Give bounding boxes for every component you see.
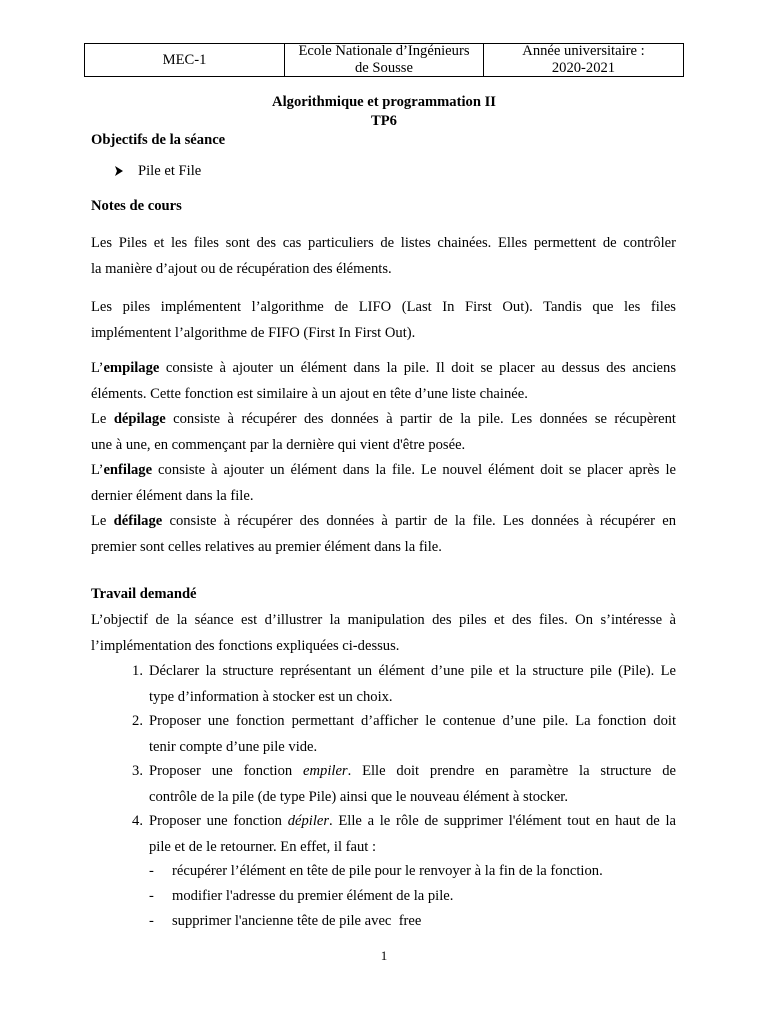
text-span: . Elle doit prendre en paramètre la structure de	[347, 763, 676, 779]
enfilage-line	[91, 458, 676, 484]
text-line: L’objectif de la séance est d’illustrer la manipulation des piles et des files. On s’intéresse à	[91, 612, 676, 628]
list-item	[149, 809, 676, 860]
dash-bullet: -	[149, 913, 154, 929]
text-span: consiste à récupérer des données à partir de la pile. Les données se récupèrent	[165, 411, 676, 427]
empilage-line	[91, 356, 676, 382]
text-line: Les Piles et les files sont des cas particuliers de listes chainées. Elles permettent de contrôler	[91, 235, 676, 251]
list-item	[149, 759, 676, 810]
notes-paragraph-1	[91, 231, 676, 282]
term-enfilage: enfilage	[103, 462, 153, 478]
text-span: Proposer une fonction	[149, 813, 288, 829]
school-cell	[285, 44, 484, 76]
header-table	[84, 43, 684, 77]
list-item	[149, 709, 676, 760]
year-cell	[484, 44, 683, 76]
depilage-line	[91, 407, 676, 433]
term-defilage: défilage	[113, 513, 163, 529]
course-cell	[85, 44, 285, 76]
list-item	[149, 659, 676, 710]
text-span: L’	[91, 360, 104, 376]
text-span: . Elle a le rôle de supprimer l'élément tout en haut de la	[329, 813, 676, 829]
text-line	[149, 809, 676, 835]
text-line: Proposer une fonction permettant d’afficher le contenue d’une pile. La fonction doit	[149, 713, 676, 729]
text-line: l’implémentation des fonctions expliquées ci-dessus.	[91, 637, 400, 654]
function-name-empiler: empiler	[303, 763, 348, 779]
text-span: consiste à ajouter un élément dans la file. Le nouvel élément doit se placer après le	[152, 462, 676, 478]
text-span: Proposer une fonction	[149, 763, 304, 779]
text-line: éléments. Cette fonction est similaire à un ajout en tête d’une liste chainée.	[91, 385, 528, 402]
objectives-heading: Objectifs de la séance	[91, 132, 226, 148]
year-label: Année universitaire :	[522, 43, 645, 59]
text-span: L’	[91, 462, 104, 478]
text-line: la manière d’ajout ou de récupération des éléments.	[91, 260, 392, 277]
course-code: MEC-1	[162, 51, 207, 68]
notes-paragraph-2	[91, 295, 676, 346]
list-number: 1.	[132, 663, 143, 679]
text-line	[149, 759, 676, 785]
list-number: 3.	[132, 763, 143, 779]
function-name-depiler: dépiler	[287, 813, 330, 829]
work-intro	[91, 608, 676, 659]
text-line: Déclarer la structure représentant un élément d’une pile et la structure pile (Pile). Le	[149, 663, 676, 679]
school-name-line2: de Sousse	[355, 60, 413, 76]
work-heading: Travail demandé	[91, 586, 197, 602]
text-span: Le	[91, 411, 114, 427]
text-line: une à une, en commençant par la dernière qui vient d'être posée.	[91, 436, 466, 453]
sub-list-item: modifier l'adresse du premier élément de la pile.	[172, 888, 454, 904]
text-line: Les piles implémentent l’algorithme de LIFO (Last In First Out). Tandis que les files	[91, 299, 676, 315]
list-number: 4.	[132, 813, 143, 829]
arrow-bullet-icon	[112, 164, 126, 178]
text-span: Le	[91, 513, 114, 529]
school-name-line1: Ecole Nationale d’Ingénieurs	[298, 43, 470, 59]
text-line: premier sont celles relatives au premier élément dans la file.	[91, 538, 442, 555]
text-line: type d’information à stocker est un choix.	[149, 688, 393, 705]
sub-list-item: récupérer l’élément en tête de pile pour le renvoyer à la fin de la fonction.	[172, 863, 603, 879]
year-value: 2020-2021	[551, 60, 616, 76]
definitions-block	[91, 356, 676, 560]
dash-bullet: -	[149, 888, 154, 904]
text-span: consiste à récupérer des données à partir de la file. Les données à récupérer en	[162, 513, 676, 529]
term-empilage: empilage	[103, 360, 160, 376]
sub-list-item: supprimer l'ancienne tête de pile avec free	[172, 913, 422, 929]
text-line: contrôle de la pile (de type Pile) ainsi que le nouveau élément à stocker.	[149, 788, 569, 805]
dash-bullet: -	[149, 863, 154, 879]
objectives-bullet: Pile et File	[138, 163, 202, 179]
page-number: 1	[380, 948, 388, 963]
text-span: consiste à ajouter un élément dans la pile. Il doit se placer au dessus des anciens	[159, 360, 676, 376]
list-number: 2.	[132, 713, 143, 729]
text-line: tenir compte d’une pile vide.	[149, 738, 318, 755]
document-title: Algorithmique et programmation II	[272, 94, 496, 110]
text-line: dernier élément dans la file.	[91, 487, 254, 504]
notes-heading: Notes de cours	[91, 198, 182, 214]
defilage-line	[91, 509, 676, 535]
text-line: pile et de le retourner. En effet, il faut :	[149, 838, 377, 855]
term-depilage: dépilage	[113, 411, 166, 427]
document-subtitle: TP6	[371, 113, 397, 129]
text-line: implémentent l’algorithme de FIFO (First In First Out).	[91, 324, 416, 341]
